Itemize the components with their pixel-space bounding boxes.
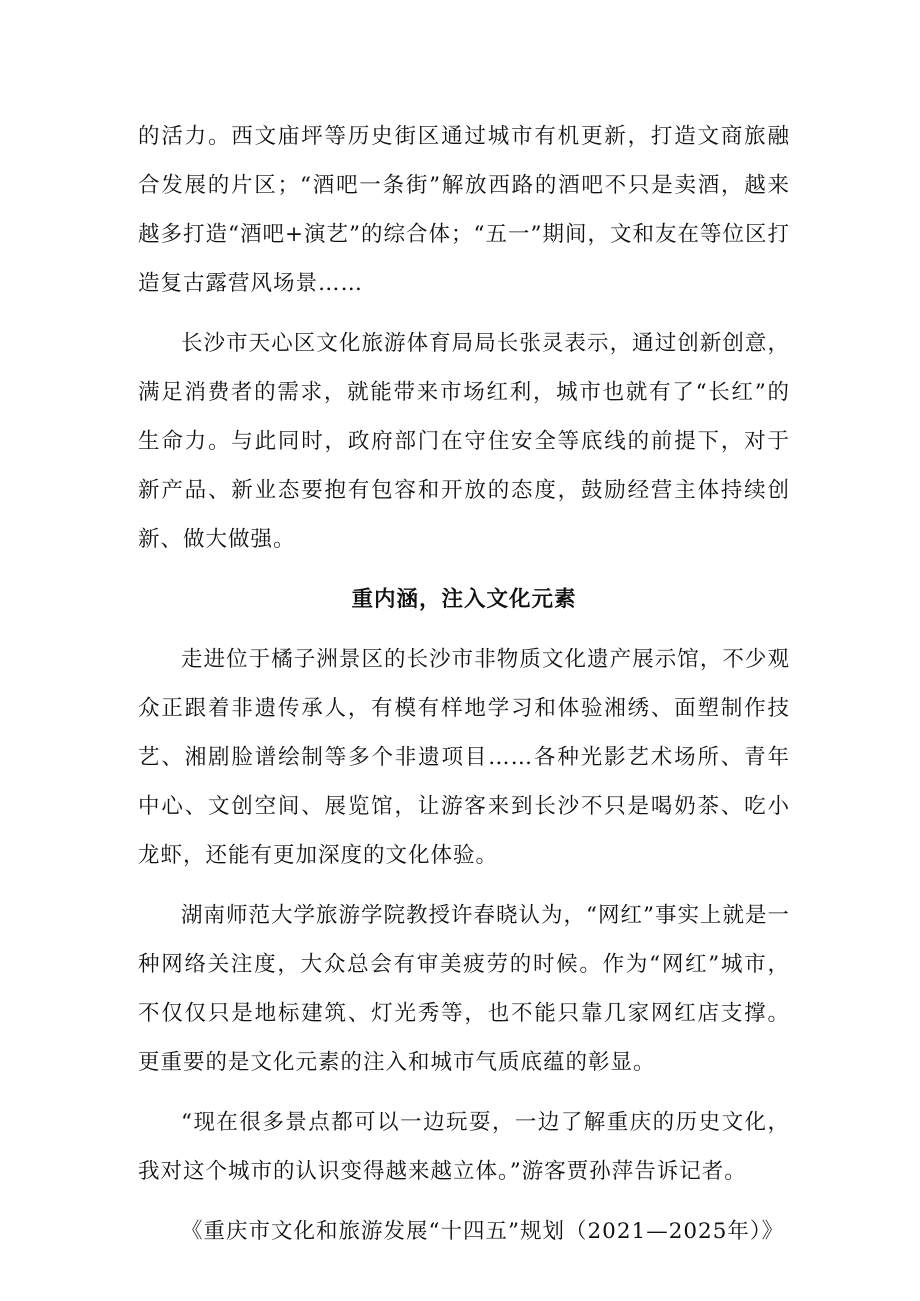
document-body: [138, 112, 790, 1267]
paragraph-3: 走进位于橘子洲景区的长沙市非物质文化遗产展示馆，不少观众正跟着非遗传承人，有模有样地学习和体验湘绣、面塑制作技艺、湘剧脸谱绘制等多个非遗项目……各种光影艺术场所、青年中心、文创空间、展览馆，让游客来到长沙不只是喝奶茶、吃小龙虾，还能有更加深度的文化体验。: [138, 647, 790, 868]
paragraph-5: “现在很多景点都可以一边玩耍，一边了解重庆的历史文化，我对这个城市的认识变得越来越立体。”游客贾孙萍告诉记者。: [138, 1110, 790, 1184]
section-heading: 重内涵，注入文化元素: [351, 587, 577, 612]
paragraph-6: 《重庆市文化和旅游发展“十四五”规划（2021—2025年）》: [181, 1219, 785, 1244]
paragraph-1: 的活力。西文庙坪等历史街区通过城市有机更新，打造文商旅融合发展的片区；“酒吧一条街”解放西路的酒吧不只是卖酒，越来越多打造“酒吧+演艺”的综合体；“五一”期间，文和友在等位区打造复古露营风场景……: [138, 124, 790, 296]
paragraph-2: 长沙市天心区文化旅游体育局局长张灵表示，通过创新创意，满足消费者的需求，就能带来市场红利，城市也就有了“长红”的生命力。与此同时，政府部门在守住安全等底线的前提下，对于新产品、新业态要抱有包容和开放的态度，鼓励经营主体持续创新、做大做强。: [138, 331, 790, 552]
paragraph-4: 湖南师范大学旅游学院教授许春晓认为，“网红”事实上就是一种网络关注度，大众总会有审美疲劳的时候。作为“网红”城市，不仅仅只是地标建筑、灯光秀等，也不能只靠几家网红店支撑。更重要的是文化元素的注入和城市气质底蕴的彰显。: [138, 903, 790, 1075]
